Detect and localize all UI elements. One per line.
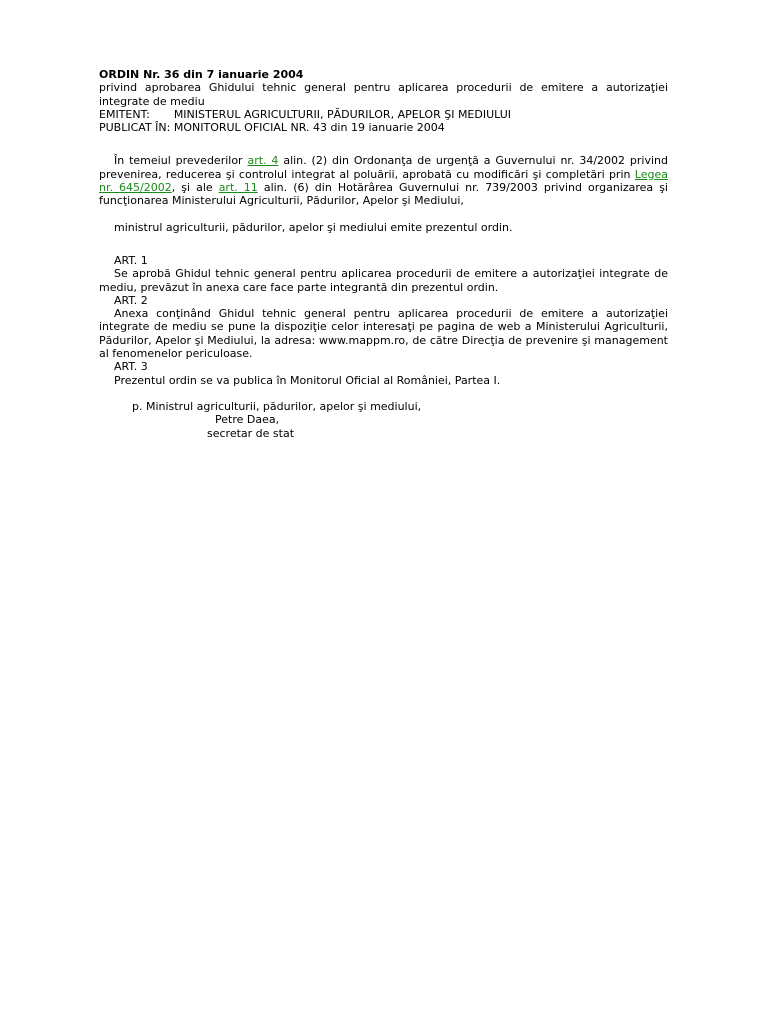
publicat-label: PUBLICAT ÎN: <box>99 121 171 135</box>
signature-line: p. Ministrul agriculturii, pădurilor, apelor şi mediului, <box>132 399 422 413</box>
emitent-line <box>99 108 668 121</box>
emits-paragraph: ministrul agriculturii, pădurilor, apelor şi mediului emite prezentul ordin. <box>114 220 513 234</box>
preamble-text-3: , şi ale <box>171 181 219 195</box>
link-legea-645-2002[interactable]: Legea nr. 645/2002 <box>99 167 668 195</box>
link-art-4[interactable]: art. 4 <box>247 154 279 168</box>
publicat-value: MONITORUL OFICIAL NR. 43 din 19 ianuarie 2004 <box>173 121 445 135</box>
link-art-11[interactable]: art. 11 <box>218 181 258 195</box>
preamble-paragraph <box>99 154 668 207</box>
article-1-text: Se aprobă Ghidul tehnic general pentru aplicarea procedurii de emitere a autorizaţiei integrate de mediu, prevăzut în anexa care face parte integrantă din prezentul ordin. <box>99 267 668 294</box>
document-title: ORDIN Nr. 36 din 7 ianuarie 2004 <box>99 68 304 81</box>
emitent-label: EMITENT: <box>99 107 150 121</box>
emitent-value: MINISTERUL AGRICULTURII, PĂDURILOR, APELOR ŞI MEDIULUI <box>173 107 512 121</box>
preamble-text-2: alin. (2) din Ordonanţa de urgenţă a Guvernului nr. 34/2002 privind prevenirea, reducerea şi controlul integrat al poluării, aprobată cu modificări şi completări prin <box>99 154 668 181</box>
preamble-text-1: În temeiul prevederilor <box>114 154 248 168</box>
signatory-role: secretar de stat <box>207 426 295 440</box>
article-2-text: Anexa conţinând Ghidul tehnic general pentru aplicarea procedurii de emitere a autorizaţiei integrate de mediu se pune la dispoziţie celor interesaţi pe pagina de web a Ministerului Agriculturii, Pădurilor, Apelor şi Mediului, la adresa: www.mappm.ro, de către Direcţia de prevenire şi management al fenomenelor periculoase. <box>99 307 668 361</box>
document-page <box>99 68 668 440</box>
article-3-text: Prezentul ordin se va publica în Monitorul Oficial al României, Partea I. <box>114 373 501 387</box>
document-subtitle: privind aprobarea Ghidului tehnic general pentru aplicarea procedurii de emitere a autorizaţiei integrate de mediu <box>99 81 668 108</box>
signatory-name: Petre Daea, <box>215 413 280 427</box>
article-1-heading: ART. 1 <box>114 253 148 267</box>
publicat-line <box>99 121 668 134</box>
article-2-heading: ART. 2 <box>114 293 148 307</box>
article-3-heading: ART. 3 <box>114 360 148 374</box>
preamble-text-4: alin. (6) din Hotărârea Guvernului nr. 739/2003 privind organizarea şi funcţionarea Ministerului Agriculturii, Pădurilor, Apelor şi Mediului, <box>99 181 668 208</box>
